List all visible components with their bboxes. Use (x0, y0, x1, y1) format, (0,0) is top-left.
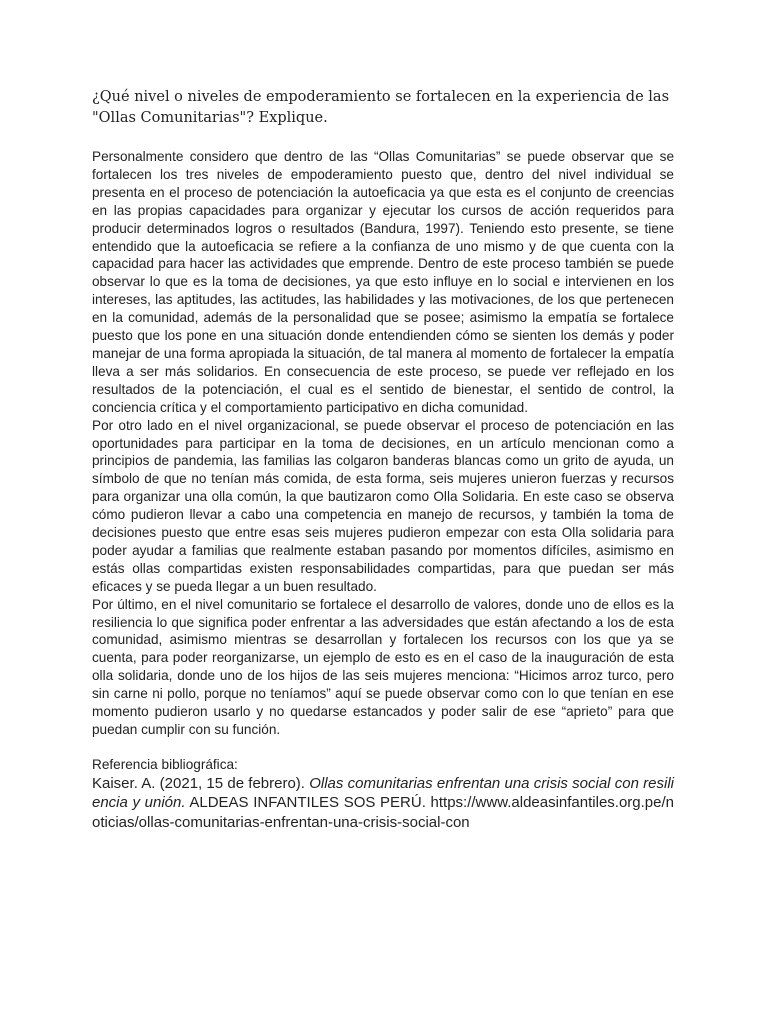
reference-heading: Referencia bibliográfica: (92, 756, 238, 772)
paragraph-organizational-level: Por otro lado en el nivel organizacional, se puede observar el proceso de potenciación en las oportunidades para participar en la toma de decisiones, en un artículo mencionan como a principios de pandemia, las familias las colgaron banderas blancas como un grito de ayuda, un símbolo de que no tenían más comida, de esta forma, seis mujeres unieron fuerzas y recursos para organizar una olla común, la que bautizaron como Olla Solidaria. En este caso se observa cómo pudieron llevar a cabo una competencia en manejo de recursos, y también la toma de decisiones puesto que entre esas seis mujeres pudieron empezar con esta Olla solidaria para poder ayudar a familias que realmente estaban pasando por momentos difíciles, asimismo en estás ollas compartidas existen responsabilidades compartidas, para que puedan ser más eficaces y se pueda llegar a un buen resultado. (92, 417, 674, 594)
question-heading: ¿Qué nivel o niveles de empoderamiento se fortalecen en la experiencia de las "Ollas Comunitarias"? Explique. (92, 89, 670, 126)
paragraph-community-level: Por último, en el nivel comunitario se fortalece el desarrollo de valores, donde uno de ellos es la resiliencia lo que significa poder enfrentar a las adversidades que están afectando a los de esta comunidad, asimismo mientras se desarrollan y fortalecen los recursos con los que ya se cuenta, para poder reorganizarse, un ejemplo de esto es en el caso de la inauguración de esta olla solidaria, donde uno de los hijos de las seis mujeres menciona: “Hicimos arroz turco, pero sin carne ni pollo, porque no teníamos” aquí se puede observar como con lo que tenían en ese momento pudieron usarlo y no quedarse estancados y poder salir de ese “aprieto” para que puedan cumplir con su función. (92, 596, 674, 737)
reference-author-date: Kaiser. A. (2021, 15 de febrero). (92, 774, 305, 792)
reference-url: https://www.aldeasinfantiles.org.pe/noticias/ollas-comunitarias-enfrentan-una-crisis-social-con (92, 794, 675, 831)
paragraph-individual-level: Personalmente considero que dentro de las “Ollas Comunitarias” se puede observar que se fortalecen los tres niveles de empoderamiento puesto que, dentro del nivel individual se presenta en el proceso de potenciación la autoeficacia ya que esta es el conjunto de creencias en las propias capacidades para organizar y ejecutar los cursos de acción requeridos para producir determinados logros o resultados (Bandura, 1997). Teniendo esto presente, se tiene entendido que la autoeficacia se refiere a la confianza de uno mismo y de que cuenta con la capacidad para hacer las actividades que emprende. Dentro de este proceso también se puede observar lo que es la toma de decisiones, ya que esto influye en lo social e intervienen en los intereses, las aptitudes, las actitudes, las habilidades y las motivaciones, de los que pertenecen en la comunidad, además de la personalidad que se posee; asimismo la empatía se fortalece puesto que los pone en una situación donde entendienden cómo se sienten los demás y poder manejar de una forma apropiada la situación, de tal manera al momento de fortalecer la empatía lleva a ser más solidarios. En consecuencia de este proceso, se puede ver reflejado en los resultados de la potenciación, el cual es el sentido de bienestar, el sentido de control, la conciencia crítica y el comportamiento participativo en dicha comunidad. (92, 149, 674, 415)
reference-entry (92, 774, 674, 833)
document-content (92, 87, 674, 832)
spacer (92, 739, 674, 756)
reference-title: Ollas comunitarias enfrentan una crisis social con resiliencia y unión. (92, 774, 674, 812)
reference-publisher: ALDEAS INFANTILES SOS PERÚ. (189, 794, 426, 812)
